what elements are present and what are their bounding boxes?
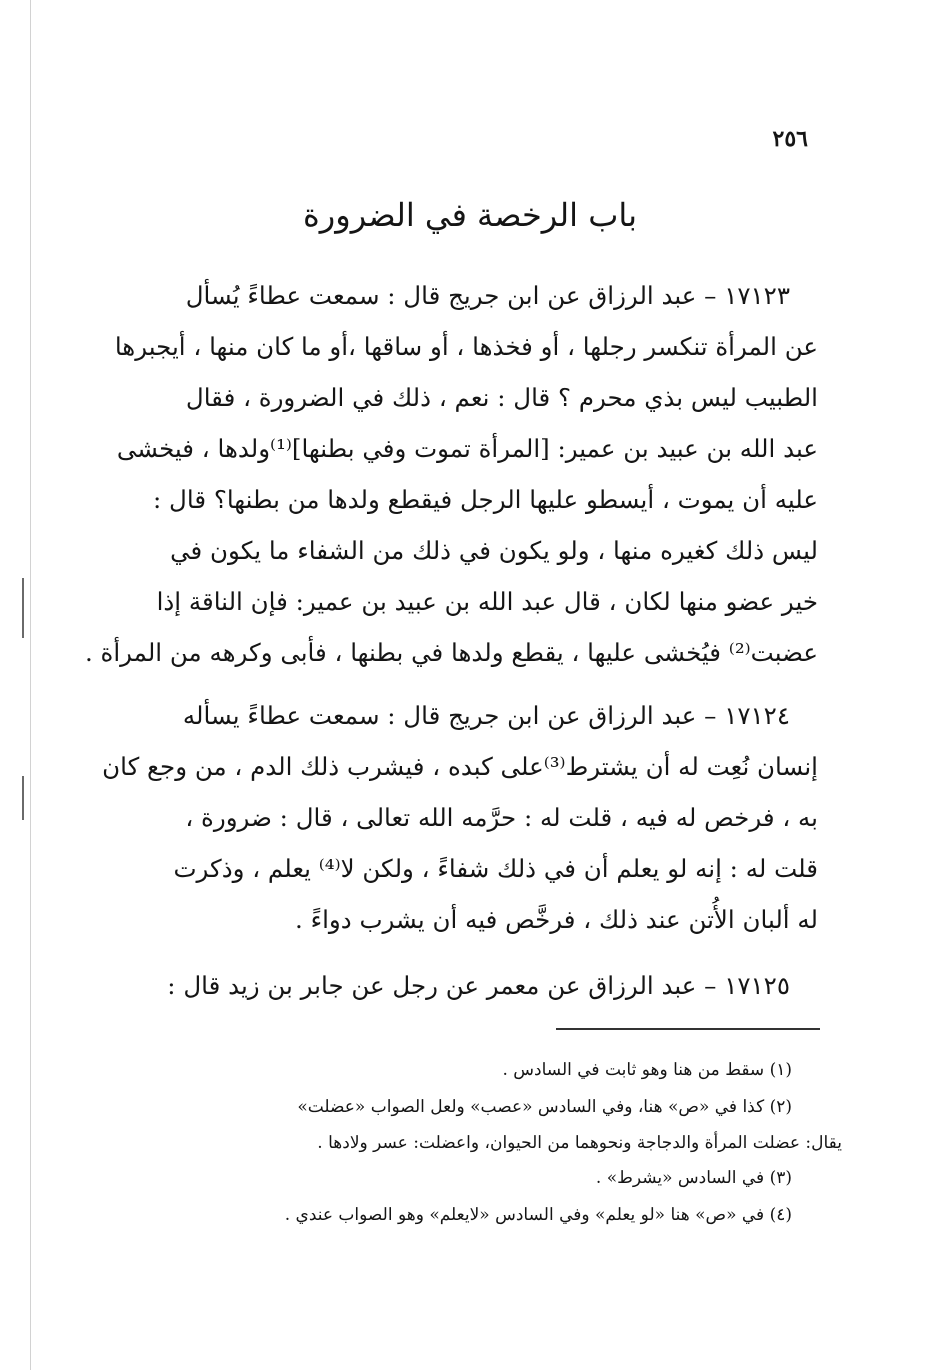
footnotes xyxy=(150,1052,842,1234)
paragraph-17123 xyxy=(84,270,818,678)
text-line: عليه أن يموت ، أيسطو عليها الرجل فيقطع ولدها من بطنها؟ قال : xyxy=(153,485,818,514)
footnote-3: (٣) في السادس «يشرط» . xyxy=(595,1168,792,1188)
margin-mark xyxy=(22,578,24,638)
footnote-separator xyxy=(556,1028,820,1030)
text-line: عبد الله بن عبيد بن عمير: [المرأة تموت وفي بطنها]⁽¹⁾ولدها ، فيخشى xyxy=(116,434,818,463)
scan-edge-line xyxy=(30,0,31,1370)
footnote-1: (١) سقط من هنا وهو ثابت في السادس . xyxy=(502,1060,792,1080)
margin-mark xyxy=(22,776,24,820)
footnote-4: (٤) في «ص» هنا «لو يعلم» وفي السادس «لايعلم» وهو الصواب عندي . xyxy=(284,1205,792,1225)
text-line: ١٧١٢٥ – عبد الرزاق عن معمر عن رجل عن جابر بن زيد قال : xyxy=(167,971,790,1000)
text-line: عن المرأة تنكسر رجلها ، أو فخذها ، أو ساقها ،أو ما كان منها ، أيجبرها xyxy=(114,332,818,361)
text-line: قلت له : إنه لو يعلم أن في ذلك شفاءً ، ولكن لا⁽⁴⁾ يعلم ، وذكرت xyxy=(173,854,818,883)
text-line: عضبت⁽²⁾ فيُخشى عليها ، يقطع ولدها في بطنها ، فأبى وكرهه من المرأة . xyxy=(84,638,818,667)
text-line: الطبيب ليس بذي محرم ؟ قال : نعم ، ذلك في الضرورة ، فقال xyxy=(185,383,818,412)
paragraph-17124 xyxy=(102,690,818,945)
paragraph-17125 xyxy=(148,960,818,1011)
footnote-2: (٢) كذا في «ص» هنا، وفي السادس «عصب» ولعل الصواب «عضلت» xyxy=(297,1097,792,1117)
text-line: ١٧١٢٣ – عبد الرزاق عن ابن جريج قال : سمعت عطاءً يُسأل xyxy=(185,281,790,310)
text-line: خير عضو منها لكان ، قال عبد الله بن عبيد بن عمير: فإن الناقة إذا xyxy=(156,587,818,616)
text-line: له ألبان الأُتن عند ذلك ، فرخَّص فيه أن يشرب دواءً . xyxy=(295,905,818,934)
footnote-2-continuation: يقال: عضلت المرأة والدجاجة ونحوهما من الحيوان، واعضلت: عسر ولادها . xyxy=(317,1133,842,1153)
text-line: ١٧١٢٤ – عبد الرزاق عن ابن جريج قال : سمعت عطاءً يسأله xyxy=(182,701,790,730)
chapter-title: باب الرخصة في الضرورة xyxy=(303,196,637,234)
page-number: ٢٥٦ xyxy=(772,126,808,152)
text-line: ليس ذلك كغيره منها ، ولو يكون في ذلك من الشفاء ما يكون في xyxy=(170,536,818,565)
text-line: به ، فرخص له فيه ، قلت له : حرَّمه الله تعالى ، قال : ضرورة ، xyxy=(185,803,818,832)
text-line: إنسان نُعِت له أن يشترط⁽³⁾على كبده ، فيشرب ذلك الدم ، من وجع كان xyxy=(102,752,818,781)
